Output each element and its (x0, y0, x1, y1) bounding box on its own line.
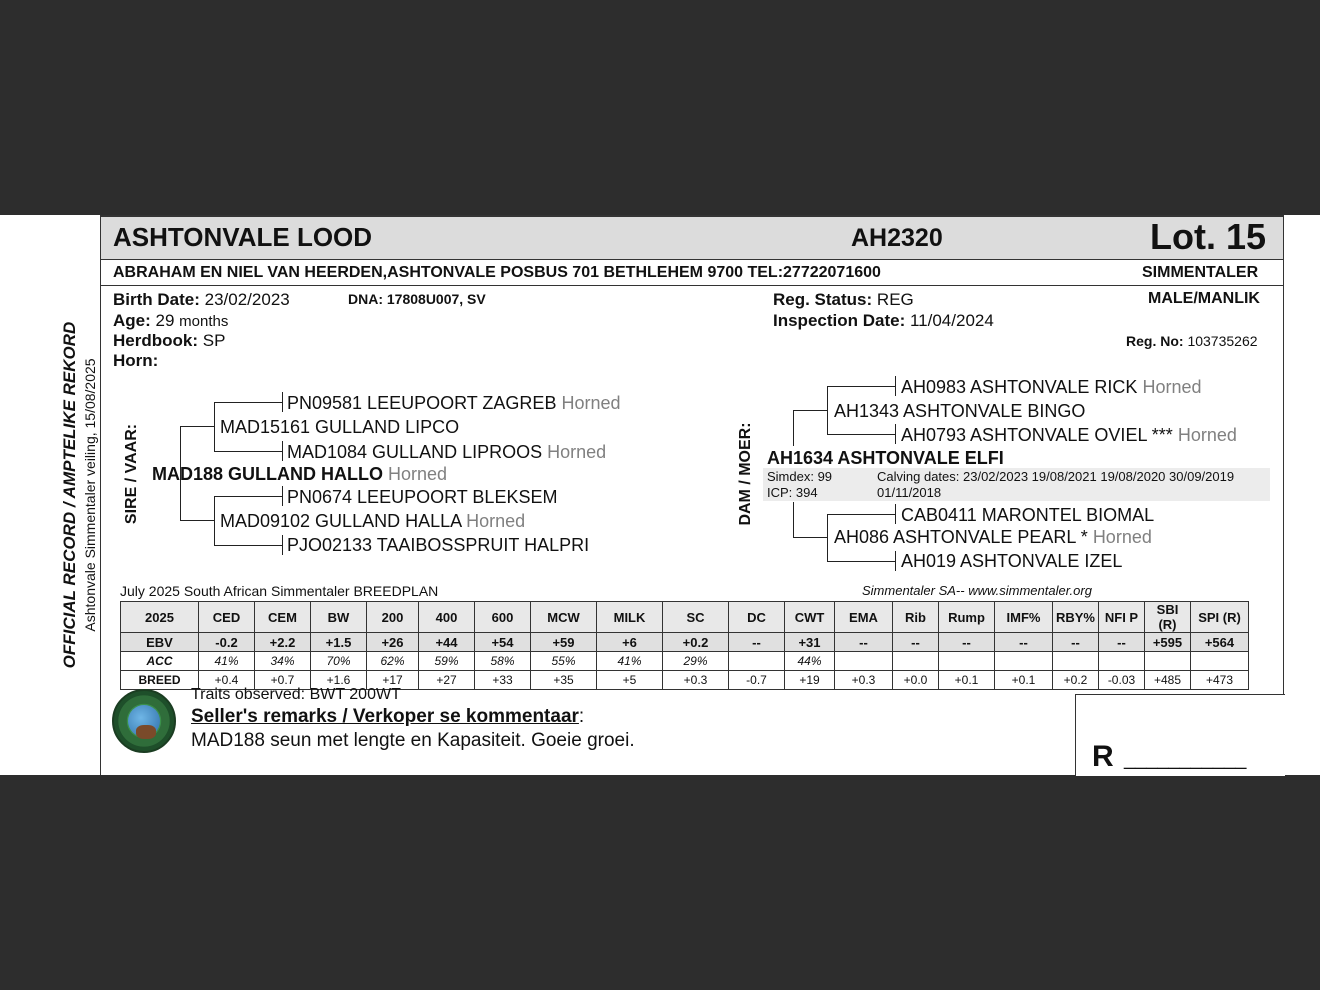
sire-dam-sire: PN0674 LEEUPOORT BLEKSEM (287, 487, 558, 507)
dam-sire-dam: AH0793 ASHTONVALE OVIEL *** Horned (901, 425, 1237, 445)
acc-row-cell: 59% (419, 652, 475, 671)
breed-row-cell: -0.7 (729, 671, 785, 690)
dna-info: DNA: 17808U007, SV (348, 291, 486, 307)
ebv-row-cell: +26 (367, 633, 419, 652)
ebv-header-row (121, 602, 1249, 633)
dam-dam-dam: AH019 ASHTONVALE IZEL (901, 551, 1123, 571)
acc-row-cell (1191, 652, 1249, 671)
ebv-header-row-cell: SC (663, 602, 729, 633)
ebv-header-row-cell: 200 (367, 602, 419, 633)
ebv-header-row-cell: Rump (939, 602, 995, 633)
acc-row-cell: 34% (255, 652, 311, 671)
ebv-row-cell: +31 (785, 633, 835, 652)
price-line[interactable]: ___________ (1124, 748, 1247, 770)
sire-dam-dam: PJO02133 TAAIBOSSPRUIT HALPRI (287, 535, 590, 555)
ebv-row-cell: +59 (531, 633, 597, 652)
ebv-row-cell: -- (1053, 633, 1099, 652)
ebv-row-cell: +44 (419, 633, 475, 652)
ebv-header-row-cell: CWT (785, 602, 835, 633)
breed-row-cell: +0.7 (255, 671, 311, 690)
dam-label: DAM / MOER: (737, 422, 754, 526)
dam-dam-sire: CAB0411 MARONTEL BIOMAL (901, 505, 1155, 525)
acc-row-cell (1099, 652, 1145, 671)
dd-line (827, 561, 895, 562)
breed-row-cell: +17 (367, 671, 419, 690)
dd-bracket (827, 514, 828, 561)
sex: MALE/MANLIK (1148, 290, 1260, 307)
ss-bracket (214, 402, 215, 451)
acc-row-cell (1145, 652, 1191, 671)
reg-status: Reg. Status: REG (773, 290, 914, 309)
ebv-row-cell: -- (729, 633, 785, 652)
breed-row-cell: -0.03 (1099, 671, 1145, 690)
ebv-header-row-cell: SPI (R) (1191, 602, 1249, 633)
animal-name: ASHTONVALE LOOD (113, 222, 373, 252)
ss-line (214, 402, 282, 403)
breedplan-title: July 2025 South African Simmentaler BREEDPLAN (120, 583, 439, 599)
simmentaler-logo (112, 689, 176, 753)
calving-dates-cont: 01/11/2018 (877, 485, 942, 500)
ebv-header-row-cell: CED (199, 602, 255, 633)
ebv-row-cell: +54 (475, 633, 531, 652)
sd-bracket (214, 496, 215, 545)
sire-sire-sire: PN09581 LEEUPOORT ZAGREB Horned (287, 393, 621, 413)
ebv-header-row-cell: SBI (R) (1145, 602, 1191, 633)
remarks-text: MAD188 seun met lengte en Kapasiteit. Goeie groei. (191, 730, 635, 751)
breed-row-cell: +35 (531, 671, 597, 690)
acc-row-cell: 62% (367, 652, 419, 671)
dam-sire: AH1343 ASHTONVALE BINGO (834, 401, 1086, 421)
sss-tick (282, 392, 283, 412)
acc-row-cell: 44% (785, 652, 835, 671)
ebv-row-cell: +1.5 (311, 633, 367, 652)
ddd-tick (895, 551, 896, 571)
ebv-header-row-cell: 600 (475, 602, 531, 633)
acc-row-cell: 55% (531, 652, 597, 671)
ebv-row-cell: +595 (1145, 633, 1191, 652)
dam-line (793, 410, 827, 411)
breed-row-cell: +33 (475, 671, 531, 690)
breed-row-cell: BREED (121, 671, 199, 690)
lot-number: Lot. 15 (1150, 216, 1267, 257)
acc-row-cell (1053, 652, 1099, 671)
ebv-row-cell: +2.2 (255, 633, 311, 652)
acc-row-cell: 41% (199, 652, 255, 671)
dd-line (827, 514, 895, 515)
sds-tick (282, 486, 283, 506)
breed-row-cell: +485 (1145, 671, 1191, 690)
ebv-header-row-cell: IMF% (995, 602, 1053, 633)
simdex: Simdex: 99 (767, 469, 833, 484)
official-record-label: OFFICIAL RECORD / AMPTELIKE REKORD (60, 321, 79, 669)
breed-row-cell: +473 (1191, 671, 1249, 690)
ebv-row-cell: -- (835, 633, 893, 652)
horn-label: Horn: (113, 351, 159, 370)
dam-bracket-top (793, 410, 794, 446)
ebv-row-cell: +6 (597, 633, 663, 652)
acc-row-cell: 29% (663, 652, 729, 671)
breed-row-cell: +5 (597, 671, 663, 690)
breed-row-cell: +0.0 (893, 671, 939, 690)
ebv-table (120, 601, 1249, 690)
acc-row-cell (893, 652, 939, 671)
birth-date: Birth Date: 23/02/2023 (113, 290, 290, 309)
icp: ICP: 394 (767, 485, 818, 500)
sire: MAD188 GULLAND HALLO Horned (152, 464, 448, 484)
ds-line (827, 386, 895, 387)
inspection-date: Inspection Date: 11/04/2024 (773, 311, 994, 330)
ebv-header-row-cell: Rib (893, 602, 939, 633)
traits-observed: Traits observed: BWT 200WT (191, 686, 401, 703)
ebv-row-cell: EBV (121, 633, 199, 652)
sire-sire-dam: MAD1084 GULLAND LIPROOS Horned (287, 442, 607, 462)
acc-row-cell: 41% (597, 652, 663, 671)
ebv-row-cell: +564 (1191, 633, 1249, 652)
ebv-row-cell: +0.2 (663, 633, 729, 652)
dss-tick (895, 376, 896, 396)
sdd-tick (282, 535, 283, 555)
calving-dates: Calving dates: 23/02/2023 19/08/2021 19/08/2020 30/09/2019 (877, 469, 1235, 484)
sale-label: Ashtonvale Simmentaler veiling, 15/08/2025 (82, 358, 98, 632)
cow-icon (136, 725, 156, 739)
ebv-header-row-cell: EMA (835, 602, 893, 633)
remarks-heading: Seller's remarks / Verkoper se kommentaar: (191, 706, 585, 727)
herdbook: Herdbook: SP (113, 331, 226, 350)
dam-sire-sire: AH0983 ASHTONVALE RICK Horned (901, 377, 1202, 397)
ebv-header-row-cell: BW (311, 602, 367, 633)
ebv-row-cell: -- (1099, 633, 1145, 652)
ebv-header-row-cell: CEM (255, 602, 311, 633)
dds-tick (895, 504, 896, 524)
ebv-header-row-cell: DC (729, 602, 785, 633)
dam: AH1634 ASHTONVALE ELFI (767, 448, 1004, 468)
breedplan-source: Simmentaler SA-- www.simmentaler.org (862, 583, 1092, 598)
price-label: R (1092, 740, 1114, 773)
ebv-row-cell: -- (995, 633, 1053, 652)
ebv-row-cell: -0.2 (199, 633, 255, 652)
ds-line (827, 434, 895, 435)
acc-row-cell (939, 652, 995, 671)
animal-id: AH2320 (851, 224, 943, 252)
ebv-header-row-cell: RBY% (1053, 602, 1099, 633)
ssd-tick (282, 441, 283, 461)
sire-label: SIRE / VAAR: (123, 423, 140, 525)
breed-row-cell: +27 (419, 671, 475, 690)
ebv-row (121, 633, 1249, 652)
acc-row-cell: 70% (311, 652, 367, 671)
sd-line (214, 496, 282, 497)
ebv-row-cell: -- (893, 633, 939, 652)
sire-line (180, 520, 214, 521)
acc-row-cell: ACC (121, 652, 199, 671)
dam-dam: AH086 ASHTONVALE PEARL * Horned (834, 527, 1152, 547)
dsd-tick (895, 424, 896, 444)
breed-row-cell: +0.3 (835, 671, 893, 690)
age: Age: 29 months (113, 311, 229, 330)
sire-sire: MAD15161 GULLAND LIPCO (220, 417, 460, 437)
ss-line (214, 451, 282, 452)
acc-row-cell (835, 652, 893, 671)
acc-row (121, 652, 1249, 671)
dam-bracket-bottom (793, 502, 794, 537)
ebv-row-cell: -- (939, 633, 995, 652)
ds-bracket (827, 386, 828, 434)
ebv-header-row-cell: MCW (531, 602, 597, 633)
dam-line (793, 537, 827, 538)
sire-line (180, 426, 214, 427)
acc-row-cell: 58% (475, 652, 531, 671)
sd-line (214, 545, 282, 546)
acc-row-cell (729, 652, 785, 671)
breed-row-cell: +1.6 (311, 671, 367, 690)
breed-name: SIMMENTALER (1142, 264, 1259, 281)
ebv-header-row-cell: NFI P (1099, 602, 1145, 633)
breed-row-cell: +0.2 (1053, 671, 1099, 690)
owner-info: ABRAHAM EN NIEL VAN HEERDEN,ASHTONVALE POSBUS 701 BETHLEHEM 9700 TEL:27722071600 (113, 264, 881, 281)
acc-row-cell (995, 652, 1053, 671)
ebv-header-row-cell: 400 (419, 602, 475, 633)
breed-row-cell: +0.3 (663, 671, 729, 690)
reg-no: Reg. No: 103735262 (1126, 333, 1258, 349)
breed-row-cell: +0.4 (199, 671, 255, 690)
ebv-header-row-cell: 2025 (121, 602, 199, 633)
breed-row-cell: +0.1 (995, 671, 1053, 690)
breed-row-cell: +0.1 (939, 671, 995, 690)
breed-row-cell: +19 (785, 671, 835, 690)
sire-dam: MAD09102 GULLAND HALLA Horned (220, 511, 526, 531)
ebv-header-row-cell: MILK (597, 602, 663, 633)
